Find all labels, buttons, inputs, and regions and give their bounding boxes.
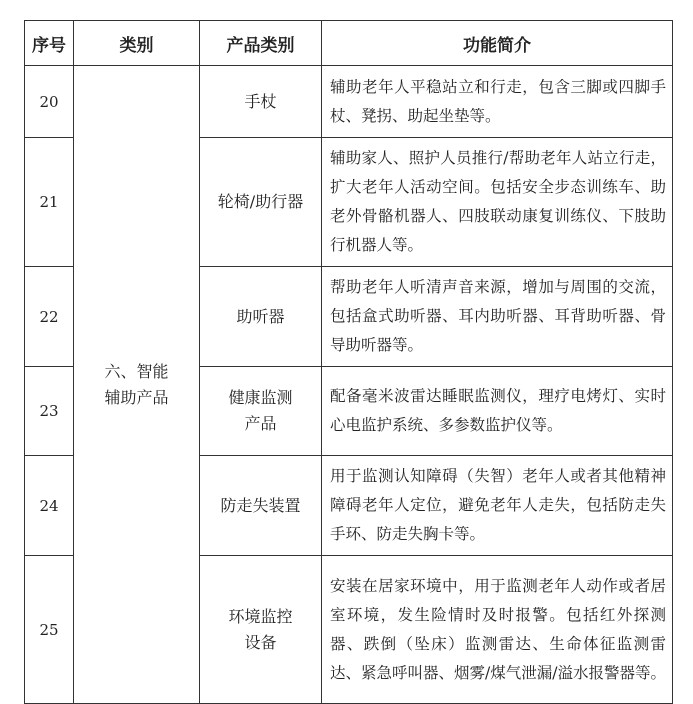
category-label: [104, 359, 168, 411]
product-type-line: 助听器: [236, 306, 285, 326]
product-type-cell: [200, 138, 322, 267]
product-type-line: 设备: [244, 632, 277, 652]
header-seq: 序号: [25, 21, 74, 66]
product-type-line: 产品: [244, 414, 277, 433]
description-cell: 配备毫米波雷达睡眠监测仪，理疗电烤灯、实时心电监护系统、多参数监护仪等。: [322, 367, 673, 456]
product-type-line: 轮椅/助行器: [217, 192, 304, 211]
header-category: 类别: [74, 21, 200, 66]
product-type-cell: [200, 267, 322, 367]
product-type-cell: [200, 456, 322, 556]
row-seq: 23: [25, 367, 74, 456]
product-type-cell: [200, 66, 322, 138]
category-line-2: 辅助产品: [104, 387, 169, 407]
row-seq: 21: [25, 138, 74, 267]
description-cell: 安装在居家环境中，用于监测老年人动作或者居室环境，发生险情时及时报警。包括红外探测器、跌倒（坠床）监测雷达、生命体征监测雷达、紧急呼叫器、烟雾/煤气泄漏/溢水报警器等。: [322, 556, 673, 704]
product-type-line: 手杖: [244, 91, 277, 111]
product-type-cell: [200, 556, 322, 704]
category-line-1: 六、智能: [104, 361, 169, 381]
product-type-line: 健康监测: [228, 388, 293, 407]
description-cell: 用于监测认知障碍（失智）老年人或者其他精神障碍老年人定位，避免老年人走失，包括防走失手环、防走失胸卡等。: [322, 456, 673, 556]
table-row: [25, 66, 673, 138]
category-cell: [74, 66, 200, 704]
product-type-line: 防走失装置: [220, 495, 301, 515]
row-seq: 24: [25, 456, 74, 556]
product-table: [24, 20, 673, 704]
product-table-container: [24, 20, 672, 704]
header-description: 功能简介: [322, 21, 673, 66]
description-cell: 辅助老年人平稳站立和行走，包含三脚或四脚手杖、凳拐、助起坐垫等。: [322, 66, 673, 138]
row-seq: 22: [25, 267, 74, 367]
row-seq: 25: [25, 556, 74, 704]
product-type-line: 环境监控: [228, 606, 293, 626]
description-cell: 帮助老年人听清声音来源，增加与周围的交流，包括盒式助听器、耳内助听器、耳背助听器、骨导助听器等。: [322, 267, 673, 367]
product-type-cell: [200, 367, 322, 456]
row-seq: 20: [25, 66, 74, 138]
description-cell: 辅助家人、照护人员推行/帮助老年人站立行走，扩大老年人活动空间。包括安全步态训练车、助老外骨骼机器人、四肢联动康复训练仪、下肢助行机器人等。: [322, 138, 673, 267]
header-product-type: 产品类别: [200, 21, 322, 66]
table-header-row: [25, 21, 673, 66]
